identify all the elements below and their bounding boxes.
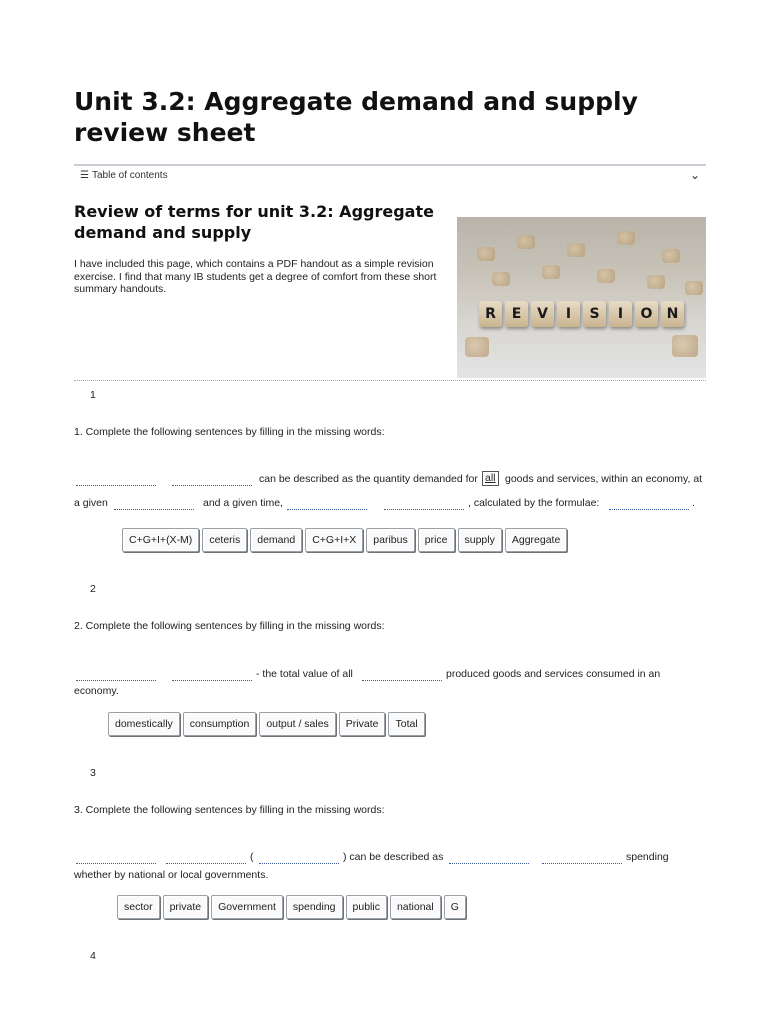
- blank-field[interactable]: [287, 509, 367, 510]
- blank-field[interactable]: [114, 509, 194, 510]
- sentence-text: produced goods and services consumed in an: [446, 668, 661, 680]
- sentence-line: [74, 497, 706, 511]
- sentence-line: [74, 473, 706, 487]
- die-shape: [477, 247, 495, 261]
- word-chip[interactable]: paribus: [366, 528, 414, 552]
- blank-field[interactable]: [76, 680, 156, 681]
- question-instruction: 2. Complete the following sentences by filling in the missing words:: [74, 620, 385, 632]
- question-number: 3: [90, 767, 96, 779]
- word-chip[interactable]: public: [346, 895, 387, 919]
- word-chip[interactable]: C+G+I+(X-M): [122, 528, 199, 552]
- die-shape: [597, 269, 615, 283]
- word-bank: [117, 895, 466, 919]
- sentence-text: a given: [74, 497, 108, 509]
- sentence-text: - the total value of all: [256, 668, 353, 680]
- sentence-text: and a given time,: [203, 497, 283, 509]
- blank-field[interactable]: [384, 509, 464, 510]
- die-shape: [685, 281, 703, 295]
- word-chip[interactable]: ceteris: [202, 528, 247, 552]
- word-chip[interactable]: spending: [286, 895, 343, 919]
- word-chip[interactable]: domestically: [108, 712, 180, 736]
- die-shape: [567, 243, 585, 257]
- question-number: 1: [90, 389, 96, 401]
- toc-toggle[interactable]: [80, 170, 168, 181]
- die-shape: [542, 265, 560, 279]
- page-title: Unit 3.2: Aggregate demand and supply review sheet: [74, 87, 638, 147]
- letter-tile: I: [609, 301, 632, 327]
- revision-dice-image: [457, 217, 706, 378]
- letter-tile: N: [661, 301, 684, 327]
- letter-tile: S: [583, 301, 606, 327]
- die-shape: [517, 235, 535, 249]
- letter-tile: R: [479, 301, 502, 327]
- blank-field[interactable]: [259, 863, 339, 864]
- sentence-text: ) can be described as: [343, 851, 444, 863]
- die-shape: [647, 275, 665, 289]
- blank-field[interactable]: [362, 680, 442, 681]
- chevron-down-icon[interactable]: ⌄: [689, 168, 700, 182]
- word-chip-all[interactable]: all: [482, 471, 499, 486]
- word-bank: [122, 528, 567, 552]
- letter-tile: I: [557, 301, 580, 327]
- intro-paragraph: I have included this page, which contains a PDF handout as a simple revision exercise. I find that many IB students get a degree of comfort from these short summary handouts.: [74, 258, 437, 295]
- blank-field[interactable]: [609, 509, 689, 510]
- blank-field[interactable]: [449, 863, 529, 864]
- sentence-text: .: [692, 497, 695, 509]
- sentence-text: spending: [626, 851, 669, 863]
- blank-field[interactable]: [172, 485, 252, 486]
- blank-field[interactable]: [76, 863, 156, 864]
- sentence-text: economy.: [74, 685, 119, 697]
- word-chip[interactable]: demand: [250, 528, 302, 552]
- sentence-text: (: [250, 851, 254, 863]
- die-shape: [465, 337, 489, 357]
- sentence-text: , calculated by the formulae:: [468, 497, 600, 509]
- question-number: 2: [90, 583, 96, 595]
- word-chip[interactable]: private: [163, 895, 209, 919]
- word-chip[interactable]: Aggregate: [505, 528, 567, 552]
- word-chip[interactable]: sector: [117, 895, 160, 919]
- section-divider: [74, 380, 706, 381]
- word-chip[interactable]: output / sales: [259, 712, 335, 736]
- sentence-line: [74, 668, 706, 682]
- word-bank: [108, 712, 425, 736]
- toc-label: Table of contents: [91, 170, 168, 181]
- sentence-line: [74, 685, 706, 699]
- blank-field[interactable]: [166, 863, 246, 864]
- word-chip[interactable]: consumption: [183, 712, 257, 736]
- word-chip[interactable]: Private: [339, 712, 386, 736]
- blank-field[interactable]: [172, 680, 252, 681]
- letter-tile: V: [531, 301, 554, 327]
- word-chip[interactable]: C+G+I+X: [305, 528, 363, 552]
- word-chip[interactable]: supply: [458, 528, 502, 552]
- list-icon: ☰: [80, 170, 89, 181]
- word-chip[interactable]: price: [418, 528, 455, 552]
- blank-field[interactable]: [542, 863, 622, 864]
- letter-tile: E: [505, 301, 528, 327]
- table-of-contents-bar[interactable]: [74, 164, 706, 186]
- blank-field[interactable]: [76, 485, 156, 486]
- question-number: 4: [90, 950, 96, 962]
- question-instruction: 3. Complete the following sentences by filling in the missing words:: [74, 804, 385, 816]
- sentence-line: [74, 851, 706, 865]
- sentence-text: goods and services, within an economy, at: [505, 473, 703, 485]
- word-chip[interactable]: Government: [211, 895, 283, 919]
- sentence-line: [74, 869, 706, 883]
- die-shape: [492, 272, 510, 286]
- sentence-text: can be described as the quantity demanded for: [259, 473, 478, 485]
- word-chip[interactable]: national: [390, 895, 441, 919]
- die-shape: [617, 231, 635, 245]
- letter-tile: O: [635, 301, 658, 327]
- section-heading: Review of terms for unit 3.2: Aggregate demand and supply: [74, 202, 434, 242]
- word-chip[interactable]: Total: [388, 712, 424, 736]
- question-instruction: 1. Complete the following sentences by filling in the missing words:: [74, 426, 385, 438]
- word-chip[interactable]: G: [444, 895, 466, 919]
- sentence-text: whether by national or local governments.: [74, 869, 269, 881]
- die-shape: [662, 249, 680, 263]
- die-shape: [672, 335, 698, 357]
